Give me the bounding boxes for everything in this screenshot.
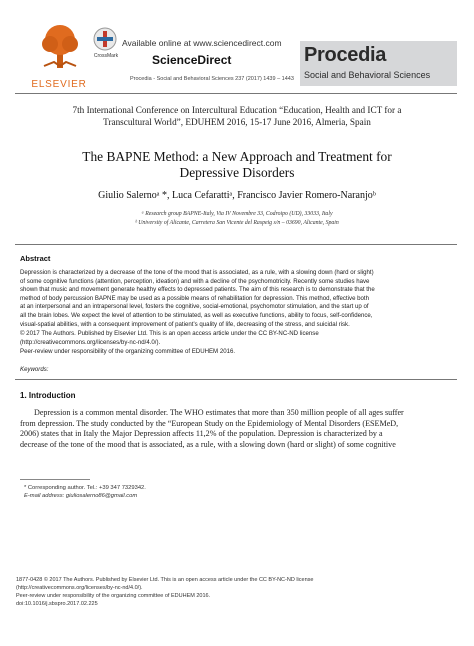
intro-line: from depression. The study conducted by the “European Study on the Epidemiology of Mental Disorders (ESEMeD, — [20, 418, 399, 428]
conference-line: Transcultural World”, EDUHEM 2016, 15-17 June 2016, Almeria, Spain — [103, 116, 371, 127]
sciencedirect-wordmark: ScienceDirect — [152, 53, 232, 67]
abstract-line: at an interpersonal and an intrapersonal level, fosters the cognitive, social-emotional, psychomotor stimulation, and the start up of — [20, 303, 369, 311]
footer-doi[interactable]: doi:10.1016/j.sbspro.2017.02.225 — [16, 601, 98, 607]
intro-line: decrease of the tone of the mood that is associated, as a rule, with a slowing down (hard or slight) of some cognitive — [20, 440, 396, 450]
footer-license-link[interactable]: (http://creativecommons.org/licenses/by-nc-nd/4.0/). — [16, 585, 143, 591]
procedia-subtitle: Social and Behavioral Sciences — [304, 70, 431, 80]
section-heading-introduction: 1. Introduction — [20, 391, 76, 400]
affiliation-b: ᵇ University of Alicante, Carretera San Vicente del Raspeig s/n – 03690, Alicante, Spain — [135, 220, 339, 226]
abstract-heading: Abstract — [20, 254, 51, 263]
publisher-name: ELSEVIER — [31, 79, 87, 90]
footnote-email[interactable]: E-mail address: giuliosalerno86@gmail.com — [24, 493, 138, 499]
affiliation-a: ᵃ Research group BAPNE-Italy, Via IV Novembre 33, Codroipo (UD), 33033, Italy — [141, 211, 333, 217]
abstract-top-rule — [15, 244, 457, 245]
conference-info — [35, 105, 439, 128]
intro-line: 2006) states that in Italy the Major Depression affects 11,2% of the population. Depression is characterized by a — [20, 429, 383, 439]
abstract-line: shown that music and movement generate healthy effects to depressed patients. The aim of this research is to demonstrate that the — [20, 286, 375, 294]
abstract-line: Depression is characterized by a decrease of the tone of the mood that is associated, as a rule, with a slowing down (hard or slight) — [20, 269, 374, 276]
intro-line: Depression is a common mental disorder. The WHO estimates that more than 350 million people of all ages suffer — [34, 408, 404, 417]
elsevier-tree-logo-icon — [36, 22, 84, 70]
abstract-line: of some cognitive functions (attention, perception, ideation) and with a decline of the psychomotricity. Recently some studies have — [20, 277, 370, 285]
available-online-text[interactable]: Available online at www.sciencedirect.com — [122, 38, 282, 48]
keywords-label: Keywords: — [20, 366, 49, 373]
footer-peer-review: Peer-review under responsibility of the organizing committee of EDUHEM 2016. — [16, 593, 211, 599]
crossmark-label: CrossMark — [93, 53, 119, 59]
footnote-corresponding-author: * Corresponding author. Tel.: +39 347 7329342. — [24, 485, 146, 491]
abstract-line: all the brain lobes. We expect the level of attention to be stimulated, as well as executive functions, ability to focus, self-confidence, — [20, 311, 373, 319]
title-line: The BAPNE Method: a New Approach and Treatment for — [82, 149, 392, 164]
footnote-rule — [20, 479, 90, 480]
conference-line: 7th International Conference on Intercultural Education “Education, Health and ICT for a — [72, 105, 402, 115]
introduction-body — [20, 408, 457, 451]
abstract-line: method of body percussion BAPNE may be used as a possible means of rehabilitation for depression. This method, effective both — [20, 294, 370, 302]
abstract-license-link[interactable]: (http://creativecommons.org/licenses/by-nc-nd/4.0/). — [20, 339, 161, 346]
author-list: Giulio Salernoᵃ *, Luca Cefarattiᵃ, Francisco Javier Romero-Naranjoᵇ — [98, 190, 376, 201]
header-rule — [15, 93, 457, 94]
abstract-body — [20, 269, 456, 329]
abstract-copyright: © 2017 The Authors. Published by Elsevier Ltd. This is an open access article under the CC BY-NC-ND license — [20, 330, 319, 337]
title-line: Depressive Disorders — [179, 164, 295, 180]
abstract-line: visual-spatial abilities, with a consequent improvement of patient’s quality of life, decreasing of the stress, and suicidal risk. — [20, 320, 350, 328]
footer-copyright: 1877-0428 © 2017 The Authors. Published by Elsevier Ltd. This is an open access article under the CC BY-NC-ND license — [16, 577, 314, 583]
crossmark-icon[interactable] — [93, 27, 117, 51]
abstract-peer-review: Peer-review under responsibility of the organizing committee of EDUHEM 2016. — [20, 348, 236, 355]
abstract-bottom-rule — [15, 379, 457, 380]
procedia-title: Procedia — [304, 44, 387, 66]
journal-reference: Procedia - Social and Behavioral Sciences 237 (2017) 1439 – 1443 — [130, 76, 294, 82]
paper-title — [35, 149, 439, 180]
